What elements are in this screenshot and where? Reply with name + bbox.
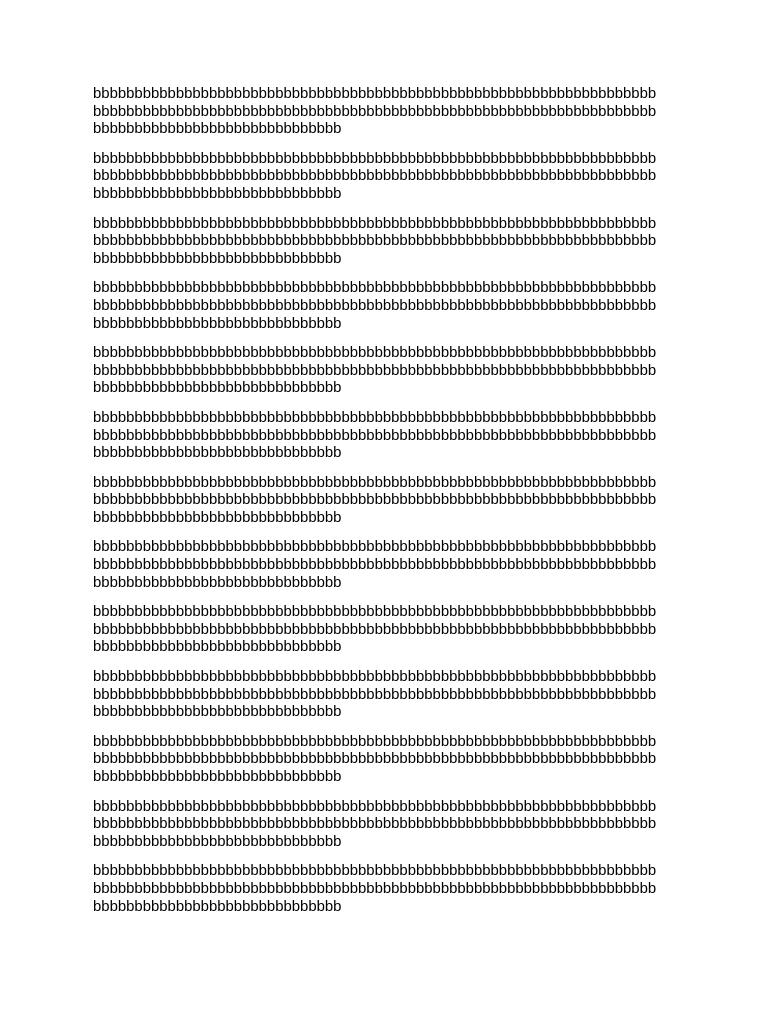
- text-line: bbbbbbbbbbbbbbbbbbbbbbbbbbbbbbbbbbbbbbbbbbbbbbbbbbbbbbbbbbbbbbbbbbbb: [93, 539, 657, 556]
- text-line: bbbbbbbbbbbbbbbbbbbbbbbbbbbbbbbbbbbbbbbbbbbbbbbbbbbbbbbbbbbbbbbbbbbb: [93, 669, 657, 686]
- paragraph: [93, 863, 693, 916]
- text-line: bbbbbbbbbbbbbbbbbbbbbbbbbbbbbb: [93, 639, 342, 656]
- text-line: bbbbbbbbbbbbbbbbbbbbbbbbbbbbbbbbbbbbbbbbbbbbbbbbbbbbbbbbbbbbbbbbbbbb: [93, 492, 657, 509]
- text-line: bbbbbbbbbbbbbbbbbbbbbbbbbbbbbbbbbbbbbbbbbbbbbbbbbbbbbbbbbbbbbbbbbbbb: [93, 557, 657, 574]
- text-line: bbbbbbbbbbbbbbbbbbbbbbbbbbbbbbbbbbbbbbbbbbbbbbbbbbbbbbbbbbbbbbbbbbbb: [93, 427, 657, 444]
- paragraph: [93, 151, 693, 204]
- text-line: bbbbbbbbbbbbbbbbbbbbbbbbbbbbbb: [93, 704, 342, 721]
- text-line: bbbbbbbbbbbbbbbbbbbbbbbbbbbbbb: [93, 380, 342, 397]
- text-line: bbbbbbbbbbbbbbbbbbbbbbbbbbbbbb: [93, 250, 342, 267]
- text-line: bbbbbbbbbbbbbbbbbbbbbbbbbbbbbbbbbbbbbbbbbbbbbbbbbbbbbbbbbbbbbbbbbbbb: [93, 880, 657, 897]
- text-line: bbbbbbbbbbbbbbbbbbbbbbbbbbbbbbbbbbbbbbbbbbbbbbbbbbbbbbbbbbbbbbbbbbbb: [93, 604, 657, 621]
- text-line: bbbbbbbbbbbbbbbbbbbbbbbbbbbbbbbbbbbbbbbbbbbbbbbbbbbbbbbbbbbbbbbbbbbb: [93, 345, 657, 362]
- document-body: [93, 86, 693, 928]
- text-line: bbbbbbbbbbbbbbbbbbbbbbbbbbbbbbbbbbbbbbbbbbbbbbbbbbbbbbbbbbbbbbbbbbbb: [93, 362, 657, 379]
- text-line: bbbbbbbbbbbbbbbbbbbbbbbbbbbbbb: [93, 769, 342, 785]
- text-line: bbbbbbbbbbbbbbbbbbbbbbbbbbbbbb: [93, 574, 342, 591]
- paragraph: [93, 799, 693, 852]
- text-line: bbbbbbbbbbbbbbbbbbbbbbbbbbbbbbbbbbbbbbbbbbbbbbbbbbbbbbbbbbbbbbbbbbbb: [93, 733, 657, 750]
- text-line: bbbbbbbbbbbbbbbbbbbbbbbbbbbbbbbbbbbbbbbbbbbbbbbbbbbbbbbbbbbbbbbbbbbb: [93, 751, 657, 768]
- text-line: bbbbbbbbbbbbbbbbbbbbbbbbbbbbbbbbbbbbbbbbbbbbbbbbbbbbbbbbbbbbbbbbbbbb: [93, 150, 657, 167]
- text-line: bbbbbbbbbbbbbbbbbbbbbbbbbbbbbb: [93, 445, 342, 462]
- text-line: bbbbbbbbbbbbbbbbbbbbbbbbbbbbbb: [93, 833, 342, 850]
- text-line: bbbbbbbbbbbbbbbbbbbbbbbbbbbbbbbbbbbbbbbbbbbbbbbbbbbbbbbbbbbbbbbbbbbb: [93, 798, 657, 815]
- paragraph: [93, 604, 693, 657]
- paragraph: [93, 86, 693, 139]
- text-line: bbbbbbbbbbbbbbbbbbbbbbbbbbbbbbbbbbbbbbbbbbbbbbbbbbbbbbbbbbbbbbbbbbbb: [93, 686, 657, 703]
- text-line: bbbbbbbbbbbbbbbbbbbbbbbbbbbbbbbbbbbbbbbbbbbbbbbbbbbbbbbbbbbbbbbbbbbb: [93, 103, 657, 120]
- text-line: bbbbbbbbbbbbbbbbbbbbbbbbbbbbbbbbbbbbbbbbbbbbbbbbbbbbbbbbbbbbbbbbbbbb: [93, 621, 657, 638]
- text-line: bbbbbbbbbbbbbbbbbbbbbbbbbbbbbb: [93, 315, 342, 332]
- paragraph: [93, 410, 693, 463]
- text-line: bbbbbbbbbbbbbbbbbbbbbbbbbbbbbb: [93, 121, 342, 138]
- text-line: bbbbbbbbbbbbbbbbbbbbbbbbbbbbbb: [93, 185, 342, 202]
- paragraph: [93, 475, 693, 528]
- paragraph: [93, 280, 693, 333]
- paragraph: [93, 539, 693, 592]
- text-line: bbbbbbbbbbbbbbbbbbbbbbbbbbbbbbbbbbbbbbbbbbbbbbbbbbbbbbbbbbbbbbbbbbbb: [93, 409, 657, 426]
- text-line: bbbbbbbbbbbbbbbbbbbbbbbbbbbbbb: [93, 509, 342, 526]
- text-line: bbbbbbbbbbbbbbbbbbbbbbbbbbbbbbbbbbbbbbbbbbbbbbbbbbbbbbbbbbbbbbbbbbbb: [93, 233, 657, 250]
- paragraph: [93, 216, 693, 269]
- text-line: bbbbbbbbbbbbbbbbbbbbbbbbbbbbbbbbbbbbbbbbbbbbbbbbbbbbbbbbbbbbbbbbbbbb: [93, 280, 657, 297]
- text-line: bbbbbbbbbbbbbbbbbbbbbbbbbbbbbbbbbbbbbbbbbbbbbbbbbbbbbbbbbbbbbbbbbbbb: [93, 86, 657, 102]
- paragraph: [93, 345, 693, 398]
- text-line: bbbbbbbbbbbbbbbbbbbbbbbbbbbbbbbbbbbbbbbbbbbbbbbbbbbbbbbbbbbbbbbbbbbb: [93, 215, 657, 232]
- text-line: bbbbbbbbbbbbbbbbbbbbbbbbbbbbbbbbbbbbbbbbbbbbbbbbbbbbbbbbbbbbbbbbbbbb: [93, 816, 657, 833]
- paragraph: [93, 669, 693, 722]
- text-line: bbbbbbbbbbbbbbbbbbbbbbbbbbbbbbbbbbbbbbbbbbbbbbbbbbbbbbbbbbbbbbbbbbbb: [93, 297, 657, 314]
- text-line: bbbbbbbbbbbbbbbbbbbbbbbbbbbbbbbbbbbbbbbbbbbbbbbbbbbbbbbbbbbbbbbbbbbb: [93, 168, 657, 185]
- paragraph: [93, 734, 693, 787]
- text-line: bbbbbbbbbbbbbbbbbbbbbbbbbbbbbb: [93, 898, 342, 915]
- text-line: bbbbbbbbbbbbbbbbbbbbbbbbbbbbbbbbbbbbbbbbbbbbbbbbbbbbbbbbbbbbbbbbbbbb: [93, 474, 657, 491]
- text-line: bbbbbbbbbbbbbbbbbbbbbbbbbbbbbbbbbbbbbbbbbbbbbbbbbbbbbbbbbbbbbbbbbbbb: [93, 863, 657, 880]
